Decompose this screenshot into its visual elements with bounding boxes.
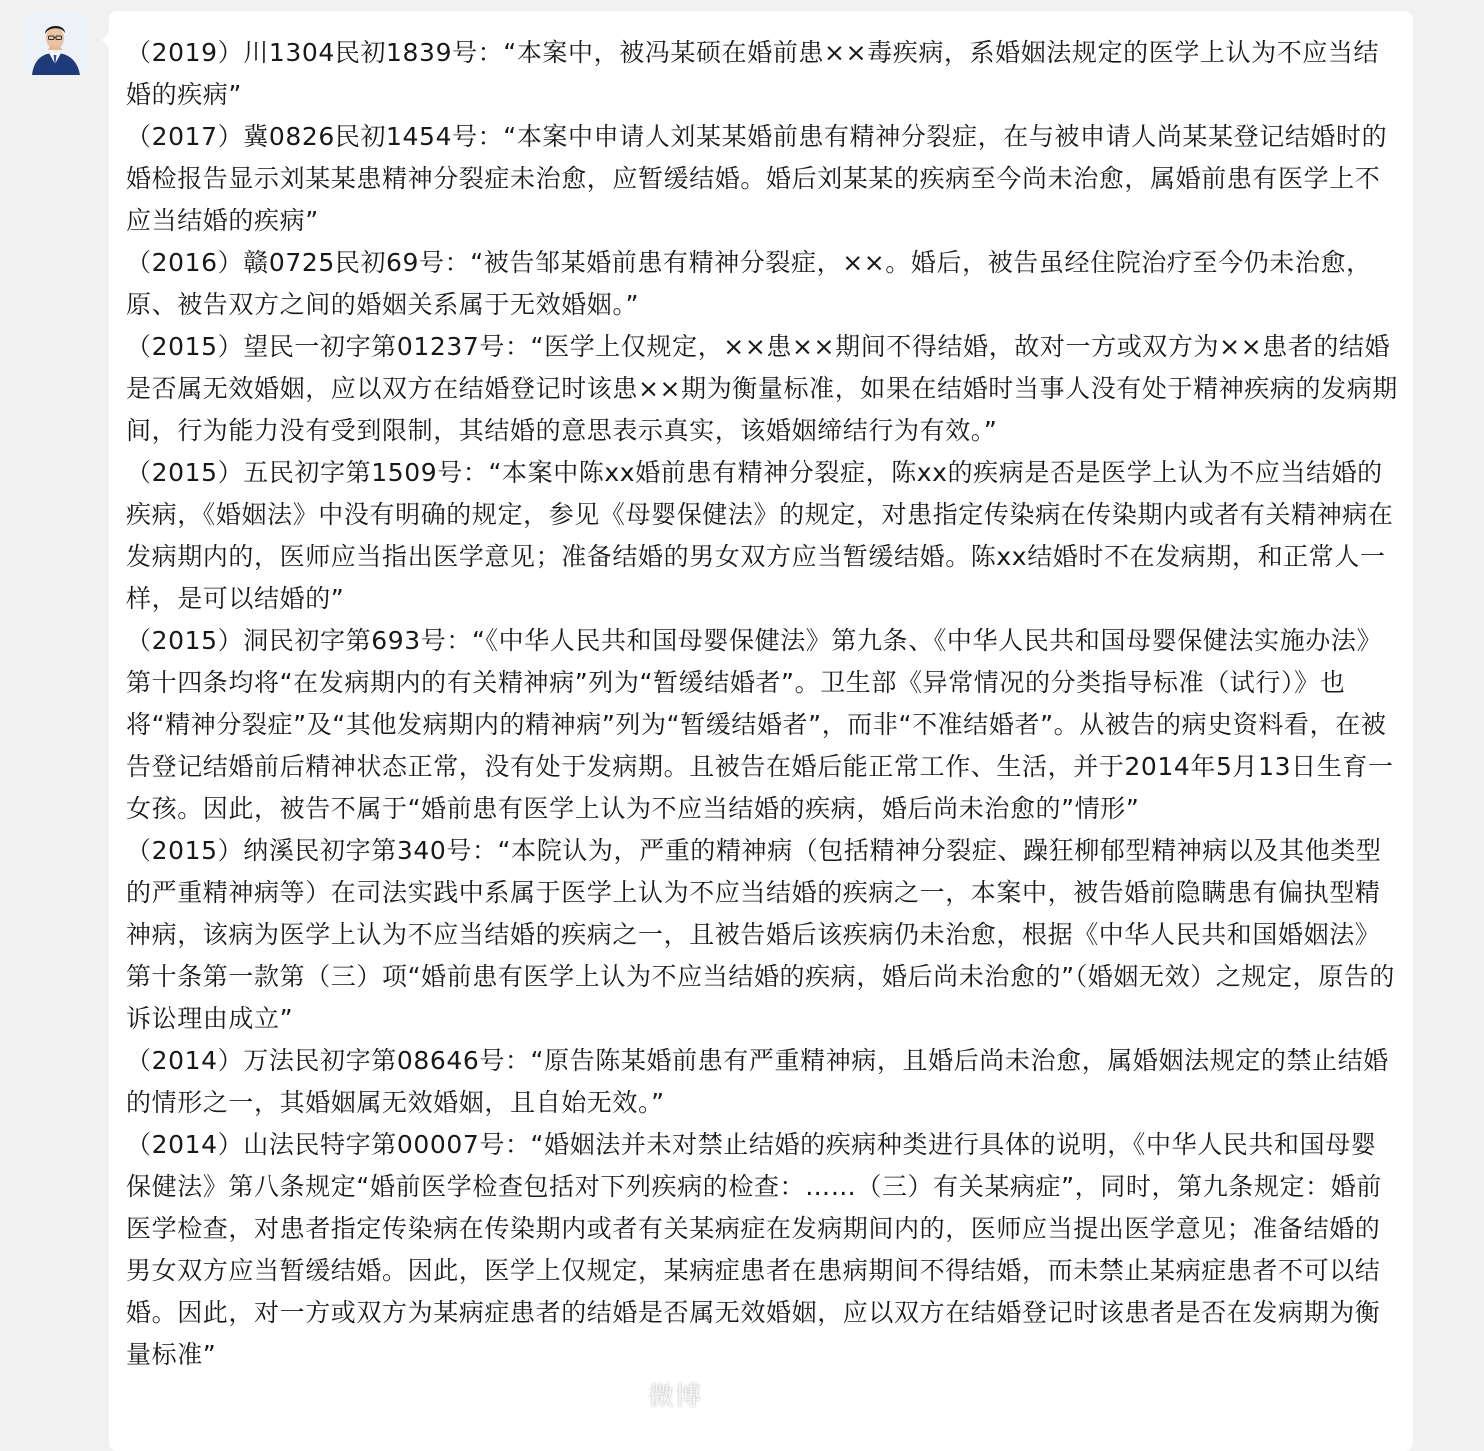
- case-paragraph-2015-wangmin: （2015）望民一初字第01237号：“医学上仅规定，××患××期间不得结婚，故对一方或双方为××患者的结婚是否属无效婚姻，应以双方在结婚登记时该患××期为衡量标准，如果在结婚时当事人没有处于精神疾病的发病期间，行为能力没有受到限制，其结婚的意思表示真实，该婚姻缔结行为有效。”: [126, 332, 1398, 445]
- case-paragraph-2017-ji: （2017）冀0826民初1454号：“本案中申请人刘某某婚前患有精神分裂症，在与被申请人尚某某登记结婚时的婚检报告显示刘某某患精神分裂症未治愈，应暂缓结婚。婚后刘某某的疾病至今尚未治愈，属婚前患有医学上不应当结婚的疾病”: [126, 122, 1388, 235]
- case-paragraph-2015-dongmin: （2015）洞民初字第693号：“《中华人民共和国母婴保健法》第九条、《中华人民共和国母婴保健法实施办法》第十四条均将“在发病期内的有关精神病”列为“暂缓结婚者”。卫生部《异常情况的分类指导标准（试行）》也将“精神分裂症”及“其他发病期内的精神病”列为“暂缓结婚者”，而非“不准结婚者”。从被告的病史资料看，在被告登记结婚前后精神状态正常，没有处于发病期。且被告在婚后能正常工作、生活，并于2014年5月13日生育一女孩。因此，被告不属于“婚前患有医学上认为不应当结婚的疾病，婚后尚未治愈的”情形”: [126, 626, 1394, 823]
- message-bubble[interactable]: [109, 11, 1413, 1451]
- case-paragraph-2014-shanfa: （2014）山法民特字第00007号：“婚姻法并未对禁止结婚的疾病种类进行具体的说明，《中华人民共和国母婴保健法》第八条规定“婚前医学检查包括对下列疾病的检查：……（三）有关某病症”，同时，第九条规定：婚前医学检查，对患者指定传染病在传染期内或者有关某病症在发病期间内的，医师应当提出医学意见；准备结婚的男女双方应当暂缓结婚。因此，医学上仅规定，某病症患者在患病期间不得结婚，而未禁止某病症患者不可以结婚。因此，对一方或双方为某病症患者的结婚是否属无效婚姻，应以双方在结婚登记时该患者是否在发病期为衡量标准”: [126, 1130, 1382, 1369]
- avatar[interactable]: [24, 12, 87, 75]
- case-paragraph-2019-chuan: （2019）川1304民初1839号：“本案中，被冯某硕在婚前患××毒疾病，系婚姻法规定的医学上认为不应当结婚的疾病”: [126, 38, 1380, 109]
- case-paragraph-2016-gan: （2016）赣0725民初69号：“被告邹某婚前患有精神分裂症，××。婚后，被告虽经住院治疗至今仍未治愈，原、被告双方之间的婚姻关系属于无效婚姻。”: [126, 248, 1372, 319]
- watermark-text: 微博: [648, 1381, 703, 1412]
- avatar-portrait-icon: [24, 12, 87, 75]
- case-paragraph-2015-naxi: （2015）纳溪民初字第340号：“本院认为，严重的精神病（包括精神分裂症、躁狂柳郁型精神病以及其他类型的严重精神病等）在司法实践中系属于医学上认为不应当结婚的疾病之一，本案中，被告婚前隐瞒患有偏执型精神病，该病为医学上认为不应当结婚的疾病之一，且被告婚后该疾病仍未治愈，根据《中华人民共和国婚姻法》第十条第一款第（三）项“婚前患有医学上认为不应当结婚的疾病，婚后尚未治愈的”（婚姻无效）之规定，原告的诉讼理由成立”: [126, 836, 1396, 1033]
- case-paragraph-2015-wumin: （2015）五民初字第1509号：“本案中陈xx婚前患有精神分裂症，陈xx的疾病是否是医学上认为不应当结婚的疾病，《婚姻法》中没有明确的规定，参见《母婴保健法》的规定，对患指定传染病在传染期内或者有关精神病在发病期内的，医师应当指出医学意见；准备结婚的男女双方应当暂缓结婚。陈xx结婚时不在发病期，和正常人一样，是可以结婚的”: [126, 458, 1394, 613]
- case-paragraph-2014-wanfa: （2014）万法民初字第08646号：“原告陈某婚前患有严重精神病，且婚后尚未治愈，属婚姻法规定的禁止结婚的情形之一，其婚姻属无效婚姻，且自始无效。”: [126, 1046, 1389, 1117]
